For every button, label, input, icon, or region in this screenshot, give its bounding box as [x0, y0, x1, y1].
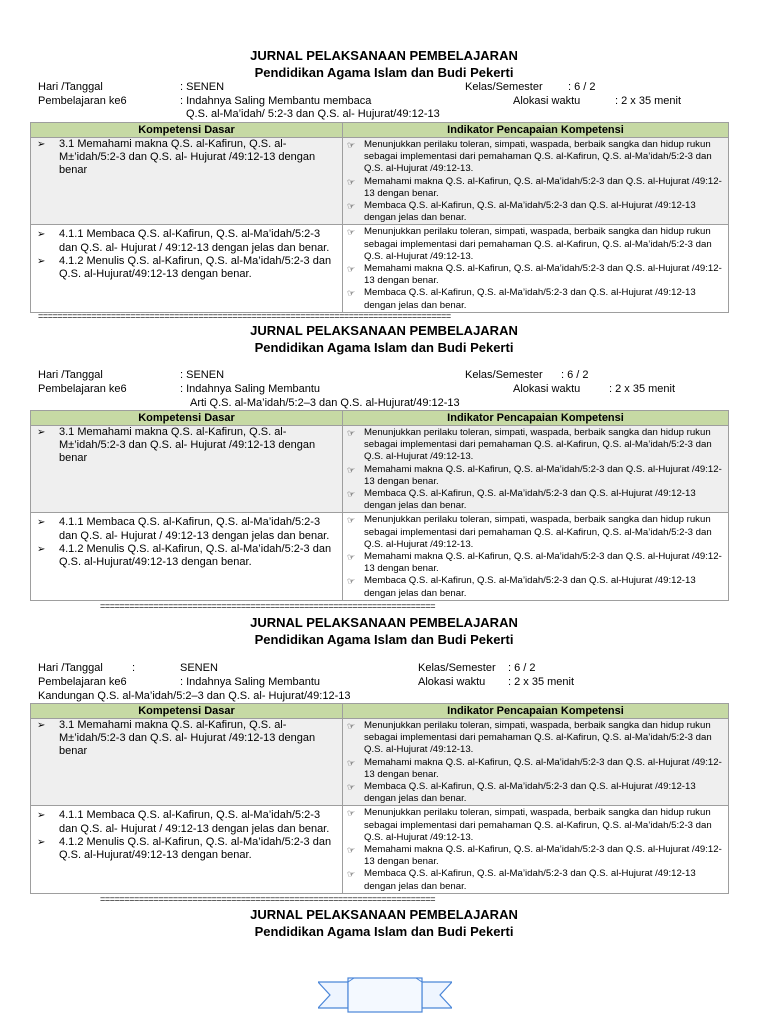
arrow-bullet-icon: ➢	[37, 427, 46, 438]
hari-value: : SENEN	[180, 369, 225, 381]
kd-item: 3.1 Memahami makna Q.S. al-Kafirun, Q.S. al-M±’idah/5:2-3 dan Q.S. al- Hujurat /49:12-13 dengan benar	[59, 719, 316, 758]
separator-line: =====================================================================================	[38, 311, 451, 321]
pointing-hand-icon: ☞	[347, 201, 356, 212]
kelas-label: Kelas/Semester	[418, 662, 496, 674]
journal-section-2	[0, 322, 768, 356]
indicator-item: Membaca Q.S. al-Kafirun, Q.S. al-Ma’idah/5:2-3 dan Q.S. al-Hujurat /49:12-13 dengan jelas dan benar.	[364, 488, 696, 512]
alokasi-label: Alokasi waktu	[513, 383, 581, 395]
kelas-label: Kelas/Semester	[465, 81, 543, 93]
indicator-item: Menunjukkan perilaku toleran, simpati, waspada, berbaik sangka dan hidup rukun sebagai implementasi dari pemahaman Q.S. al-Kafirun, Q.S. al-Ma’idah/5:2-3 dan Q.S. al-Hujurat /49:12-13.	[364, 720, 712, 756]
pembelajaran-value: : Indahnya Saling Membantu	[180, 383, 321, 395]
journal-title: JURNAL PELAKSANAAN PEMBELAJARAN	[250, 48, 518, 63]
kelas-value: : 6 / 2	[561, 369, 589, 381]
pointing-hand-icon: ☞	[347, 515, 356, 526]
pointing-hand-icon: ☞	[347, 264, 356, 275]
arrow-bullet-icon: ➢	[37, 255, 46, 267]
pointing-hand-icon: ☞	[347, 782, 356, 793]
hari-value: SENEN	[180, 662, 218, 674]
journal-section-1	[0, 47, 768, 81]
arrow-bullet-icon: ➢	[37, 810, 46, 822]
kd-item: 4.1.2 Menulis Q.S. al-Kafirun, Q.S. al-Ma’idah/5:2-3 dan Q.S. al-Hujurat/49:12-13 dengan benar.	[59, 254, 332, 281]
ind-header: Indikator Pencapaian Kompetensi	[343, 411, 729, 426]
kd-header: Kompetensi Dasar	[31, 411, 343, 426]
pointing-hand-icon: ☞	[347, 721, 356, 731]
journal-section-3	[0, 614, 768, 648]
kelas-value: : 6 / 2	[508, 662, 536, 674]
kd-header: Kompetensi Dasar	[31, 123, 343, 138]
kd-item: 4.1.1 Membaca Q.S. al-Kafirun, Q.S. al-Ma’idah/5:2-3 dan Q.S. al- Hujurat / 49:12-13 dengan jelas dan benar.	[59, 228, 330, 254]
pointing-hand-icon: ☞	[347, 176, 356, 187]
ind-header: Indikator Pencapaian Kompetensi	[343, 123, 729, 138]
kd-item: 3.1 Memahami makna Q.S. al-Kafirun, Q.S. al-M±’idah/5:2-3 dan Q.S. al- Hujurat /49:12-13 dengan benar	[59, 138, 316, 177]
pembelajaran-label: Pembelajaran ke6	[38, 676, 127, 688]
hari-colon: :	[132, 662, 136, 674]
journal-subtitle: Pendidikan Agama Islam dan Budi Pekerti	[254, 632, 514, 647]
pointing-hand-icon: ☞	[347, 140, 356, 150]
journal-title: JURNAL PELAKSANAAN PEMBELAJARAN	[250, 323, 518, 338]
indicator-item: Memahami makna Q.S. al-Kafirun, Q.S. al-Ma’idah/5:2-3 dan Q.S. al-Hujurat /49:12-13 dengan benar.	[364, 756, 722, 780]
pointing-hand-icon: ☞	[347, 757, 356, 768]
indicator-item: Menunjukkan perilaku toleran, simpati, waspada, berbaik sangka dan hidup rukun sebagai implementasi dari pemahaman Q.S. al-Kafirun, Q.S. al-Ma’idah/5:2-3 dan Q.S. al-Hujurat /49:12-13.	[364, 807, 712, 843]
pointing-hand-icon: ☞	[347, 576, 356, 587]
hari-label: Hari /Tanggal	[38, 81, 103, 93]
journal-subtitle: Pendidikan Agama Islam dan Budi Pekerti	[254, 340, 514, 355]
pointing-hand-icon: ☞	[347, 489, 356, 500]
arrow-bullet-icon: ➢	[37, 720, 46, 731]
alokasi-value: : 2 x 35 menit	[508, 676, 575, 688]
indicator-item: Menunjukkan perilaku toleran, simpati, waspada, berbaik sangka dan hidup rukun sebagai implementasi dari pemahaman Q.S. al-Kafirun, Q.S. al-Ma’idah/5:2-3 dan Q.S. al-Hujurat /49:12-13.	[364, 139, 712, 175]
arrow-bullet-icon: ➢	[37, 517, 46, 529]
arrow-bullet-icon: ➢	[37, 229, 46, 241]
separator-line: =====================================================================	[100, 601, 436, 611]
pointing-hand-icon: ☞	[347, 464, 356, 475]
indicator-item: Membaca Q.S. al-Kafirun, Q.S. al-Ma’idah/5:2-3 dan Q.S. al-Hujurat /49:12-13 dengan jelas dan benar.	[364, 781, 696, 805]
pembelajaran-line2: Arti Q.S. al-Ma’idah/5:2–3 dan Q.S. al-Hujurat/49:12-13	[190, 397, 460, 409]
pembelajaran-value: : Indahnya Saling Membantu membaca	[180, 95, 372, 107]
alokasi-label: Alokasi waktu	[418, 676, 486, 688]
separator-line: =====================================================================	[100, 894, 436, 904]
alokasi-value: : 2 x 35 menit	[609, 383, 676, 395]
indicator-item: Menunjukkan perilaku toleran, simpati, waspada, berbaik sangka dan hidup rukun sebagai implementasi dari pemahaman Q.S. al-Kafirun, Q.S. al-Ma’idah/5:2-3 dan Q.S. al-Hujurat /49:12-13.	[364, 427, 712, 463]
alokasi-value: : 2 x 35 menit	[615, 95, 682, 107]
kd-item: 3.1 Memahami makna Q.S. al-Kafirun, Q.S. al-M±’idah/5:2-3 dan Q.S. al- Hujurat /49:12-13 dengan benar	[59, 426, 316, 465]
journal-section-4	[0, 906, 768, 940]
indicator-item: Membaca Q.S. al-Kafirun, Q.S. al-Ma’idah/5:2-3 dan Q.S. al-Hujurat /49:12-13 dengan jelas dan benar.	[364, 200, 696, 224]
indicator-item: Memahami makna Q.S. al-Kafirun, Q.S. al-Ma’idah/5:2-3 dan Q.S. al-Hujurat /49:12-13 dengan benar.	[364, 175, 722, 199]
pembelajaran-line2: Kandungan Q.S. al-Ma’idah/5:2–3 dan Q.S. al- Hujurat/49:12-13	[38, 690, 351, 702]
kelas-value: : 6 / 2	[568, 81, 596, 93]
arrow-bullet-icon: ➢	[37, 543, 46, 555]
pointing-hand-icon: ☞	[347, 552, 356, 563]
competency-table-3	[30, 703, 729, 894]
indicator-item: Memahami makna Q.S. al-Kafirun, Q.S. al-Ma’idah/5:2-3 dan Q.S. al-Hujurat /49:12-13 dengan benar.	[364, 263, 722, 287]
pembelajaran-value: : Indahnya Saling Membantu	[180, 676, 321, 688]
journal-title: JURNAL PELAKSANAAN PEMBELAJARAN	[250, 615, 518, 630]
pembelajaran-label: Pembelajaran ke6	[38, 383, 127, 395]
pointing-hand-icon: ☞	[347, 808, 356, 819]
indicator-item: Memahami makna Q.S. al-Kafirun, Q.S. al-Ma’idah/5:2-3 dan Q.S. al-Hujurat /49:12-13 dengan benar.	[364, 463, 722, 487]
ind-header: Indikator Pencapaian Kompetensi	[343, 704, 729, 719]
competency-table-1	[30, 122, 729, 313]
ribbon-banner-icon	[318, 976, 452, 1016]
kd-item: 4.1.2 Menulis Q.S. al-Kafirun, Q.S. al-Ma’idah/5:2-3 dan Q.S. al-Hujurat/49:12-13 dengan benar.	[59, 835, 332, 862]
pointing-hand-icon: ☞	[347, 845, 356, 856]
competency-table-2	[30, 410, 729, 601]
hari-label: Hari /Tanggal	[38, 662, 103, 674]
alokasi-label: Alokasi waktu	[513, 95, 581, 107]
kd-header: Kompetensi Dasar	[31, 704, 343, 719]
kd-item: 4.1.2 Menulis Q.S. al-Kafirun, Q.S. al-Ma’idah/5:2-3 dan Q.S. al-Hujurat/49:12-13 dengan benar.	[59, 542, 332, 569]
kd-item: 4.1.1 Membaca Q.S. al-Kafirun, Q.S. al-Ma’idah/5:2-3 dan Q.S. al- Hujurat / 49:12-13 dengan jelas dan benar.	[59, 809, 330, 835]
indicator-item: Memahami makna Q.S. al-Kafirun, Q.S. al-Ma’idah/5:2-3 dan Q.S. al-Hujurat /49:12-13 dengan benar.	[364, 551, 722, 575]
indicator-item: Menunjukkan perilaku toleran, simpati, waspada, berbaik sangka dan hidup rukun sebagai implementasi dari pemahaman Q.S. al-Kafirun, Q.S. al-Ma’idah/5:2-3 dan Q.S. al-Hujurat /49:12-13.	[364, 226, 712, 262]
pembelajaran-label: Pembelajaran ke6	[38, 95, 127, 107]
indicator-item: Membaca Q.S. al-Kafirun, Q.S. al-Ma’idah/5:2-3 dan Q.S. al-Hujurat /49:12-13 dengan jelas dan benar.	[364, 287, 696, 311]
arrow-bullet-icon: ➢	[37, 139, 46, 150]
indicator-item: Membaca Q.S. al-Kafirun, Q.S. al-Ma’idah/5:2-3 dan Q.S. al-Hujurat /49:12-13 dengan jelas dan benar.	[364, 868, 696, 892]
journal-title: JURNAL PELAKSANAAN PEMBELAJARAN	[250, 907, 518, 922]
kelas-label: Kelas/Semester	[465, 369, 543, 381]
arrow-bullet-icon: ➢	[37, 836, 46, 848]
pointing-hand-icon: ☞	[347, 288, 356, 299]
pointing-hand-icon: ☞	[347, 869, 356, 880]
hari-value: : SENEN	[180, 81, 225, 93]
pointing-hand-icon: ☞	[347, 428, 356, 438]
hari-label: Hari /Tanggal	[38, 369, 103, 381]
indicator-item: Menunjukkan perilaku toleran, simpati, waspada, berbaik sangka dan hidup rukun sebagai implementasi dari pemahaman Q.S. al-Kafirun, Q.S. al-Ma’idah/5:2-3 dan Q.S. al-Hujurat /49:12-13.	[364, 514, 712, 550]
pembelajaran-line2: Q.S. al-Ma’idah/ 5:2-3 dan Q.S. al- Hujurat/49:12-13	[186, 108, 440, 120]
journal-subtitle: Pendidikan Agama Islam dan Budi Pekerti	[254, 924, 514, 939]
pointing-hand-icon: ☞	[347, 227, 356, 238]
journal-subtitle: Pendidikan Agama Islam dan Budi Pekerti	[254, 65, 514, 80]
kd-item: 4.1.1 Membaca Q.S. al-Kafirun, Q.S. al-Ma’idah/5:2-3 dan Q.S. al- Hujurat / 49:12-13 dengan jelas dan benar.	[59, 516, 330, 542]
indicator-item: Membaca Q.S. al-Kafirun, Q.S. al-Ma’idah/5:2-3 dan Q.S. al-Hujurat /49:12-13 dengan jelas dan benar.	[364, 575, 696, 599]
indicator-item: Memahami makna Q.S. al-Kafirun, Q.S. al-Ma’idah/5:2-3 dan Q.S. al-Hujurat /49:12-13 dengan benar.	[364, 844, 722, 868]
